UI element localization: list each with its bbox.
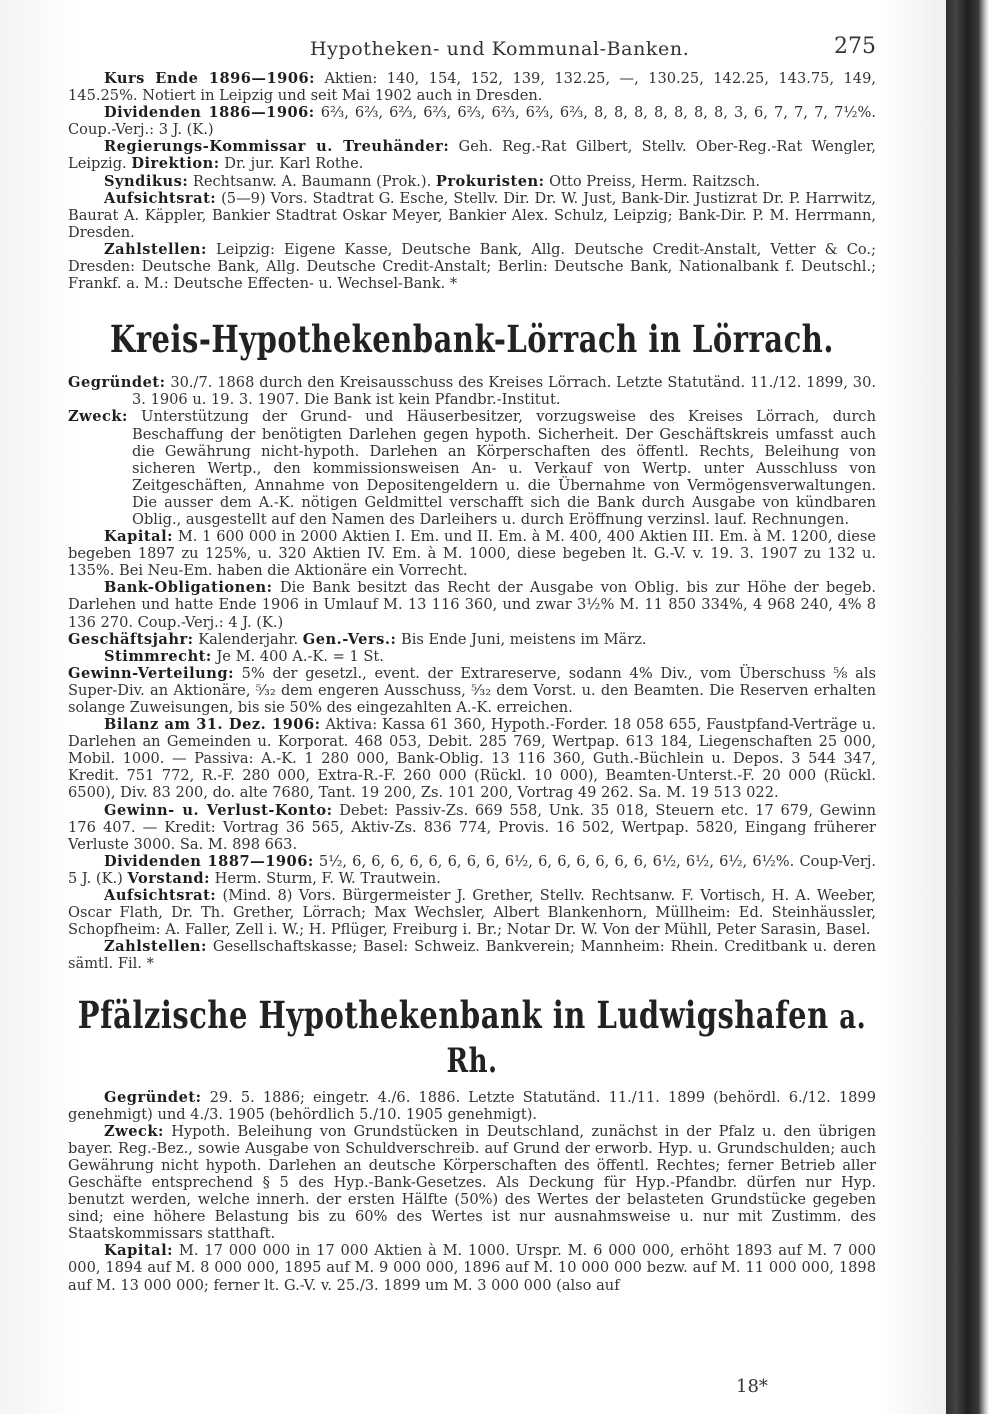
pfalz-founded-label: Gegründet:: [104, 1088, 202, 1106]
kreis-supervisory-label: Aufsichtsrat:: [104, 887, 217, 905]
kreis-balance-paragraph: [68, 716, 876, 801]
commissioner-text: Geh. Reg.-Rat Gilbert, Stellv. Ober-Reg.-Rat Wengler, Leipzig.: [68, 138, 877, 173]
kreis-supervisory-paragraph: [68, 887, 876, 938]
pfalz-purpose-label: Zweck:: [104, 1122, 164, 1140]
kreis-purpose-label: Zweck:: [68, 408, 128, 426]
syndikus-paragraph: [68, 173, 876, 190]
kreis-founded-text: 30./7. 1868 durch den Kreisausschuss des Kreises Lörrach. Letzte Statutänd. 11./12. 1899, 30. 3. 1906 u. 19. 3. 1907. Die Bank ist kein Pfandbr.-Institut.: [132, 374, 877, 409]
kreis-profit-text: 5% der gesetzl., event. der Extrareserve, sodann 4% Div., vom Überschuss ⅝ als Super-Div. an Aktionäre, ⁵⁄₃₂ dem engeren Ausschuss, ⁵⁄₃₂ dem Vorst. u. den Beamten. Die Reserven erhalten solange Zuweisungen, bis sie 50% des eingezahlten A.-K. erreichen.: [68, 664, 876, 716]
kreis-dividends-paragraph: [68, 853, 876, 887]
kreis-profit-paragraph: [68, 665, 876, 716]
pfalz-capital-paragraph: [68, 1242, 876, 1293]
kreis-founded-label: Gegründet:: [68, 374, 166, 392]
kreis-board-text: Herm. Sturm, F. W. Trautwein.: [214, 869, 441, 887]
kreis-capital-label: Kapital:: [104, 528, 174, 546]
page-header: [70, 34, 876, 64]
pfalz-founded-text: 29. 5. 1886; eingetr. 4./6. 1886. Letzte Statutänd. 11./11. 1899 (behördl. 6./12. 1899 genehmigt) und 4./3. 1905 (behördlich 5./10. 1905 genehmigt).: [68, 1088, 876, 1123]
kreis-fiscal-paragraph: [68, 631, 876, 648]
kreis-purpose-paragraph: [68, 408, 876, 528]
commissioner-paragraph: [68, 138, 876, 172]
kreis-board-label: Vorstand:: [127, 869, 211, 887]
kreis-balance-label: Bilanz am 31. Dez. 1906:: [104, 716, 321, 734]
pfalz-founded-paragraph: [68, 1089, 876, 1123]
direktion-text: Dr. jur. Karl Rothe.: [224, 155, 364, 173]
pfalz-entry: [68, 1089, 876, 1294]
pfalz-bank-title: [68, 992, 876, 1080]
kreis-capital-text: M. 1 600 000 in 2000 Aktien I. Em. und II. Em. à M. 400, 400 Aktien III. Em. à M. 1200, diese begeben 1897 zu 125%, u. 320 Aktien IV. Em. à M. 1000, diese begeben lt. G.-V. v. 19. 3. 1907 zu 132 u. 135%. Bei Neu-Em. haben die Aktionäre ein Vorrecht.: [68, 528, 876, 580]
scan-edge: [946, 0, 1000, 1414]
kreis-paying-label: Zahlstellen:: [104, 938, 207, 956]
kreis-vote-text: Je M. 400 A.-K. = 1 St.: [216, 647, 384, 665]
kreis-bonds-text: Die Bank besitzt das Recht der Ausgabe von Oblig. bis zur Höhe der begeb. Darlehen und hatte Ende 1906 in Umlauf M. 13 116 360, und zwar 3½% M. 11 850 334%, 4 968 240, 4% 8 136 270. Coup.-Verj.: 4 J. (K.): [68, 579, 876, 631]
syndikus-label: Syndikus:: [104, 172, 189, 190]
aufsichtsrat-paragraph: [68, 190, 876, 241]
kreis-vote-paragraph: [68, 648, 876, 665]
dividends-text: 6⅔, 6⅔, 6⅔, 6⅔, 6⅔, 6⅔, 6⅔, 6⅔, 8, 8, 8, 8, 8, 8, 8, 3, 6, 7, 7, 7, 7½%. Coup.-Verj.: 3 J. (K.): [68, 104, 877, 139]
kreis-bonds-paragraph: [68, 579, 876, 630]
direktion-label: Direktion:: [131, 155, 220, 173]
pfalz-capital-label: Kapital:: [104, 1242, 174, 1260]
kreis-profit-label: Gewinn-Verteilung:: [68, 664, 234, 682]
kreis-purpose-text: Unterstützung der Grund- und Häuserbesitzer, vorzugsweise des Kreises Lörrach, durch Beschaffung der benötigten Darlehen gegen hypoth. Sicherheit. Der Geschäftskreis umfasst auch die Gewährung nicht-hypoth. Darlehen an Körperschaften des öffentl. Rechts, Beleihung von sicheren Wertp., den kommissionsweisen An- u. Verkauf von Wertp. unter Ausschluss von Zeitgeschäften, Annahme von Depositengeldern u. die Übernahme von Vermögensverwaltungen. Die ausser dem A.-K. nötigen Geldmittel verschafft sich die Bank durch Ausgabe von kündbaren Oblig., ausgestellt auf den Namen des Darleihers u. durch Eröffnung verzinsl. lauf. Rechnungen.: [132, 408, 877, 528]
kreis-paying-text: Gesellschaftskasse; Basel: Schweiz. Bankverein; Mannheim: Rhein. Creditbank u. deren sämtl. Fil. *: [68, 938, 877, 973]
commissioner-label: Regierungs-Kommissar u. Treuhänder:: [104, 138, 450, 156]
dividends-paragraph: [68, 104, 876, 138]
kurs-text: Aktien: 140, 154, 152, 139, 132.25, —, 130.25, 142.25, 143.75, 149, 145.25%. Notiert in Leipzig und seit Mai 1902 auch in Dresden.: [68, 70, 877, 105]
kreis-dividends-label: Dividenden 1887—1906:: [104, 852, 314, 870]
kreis-meeting-text: Bis Ende Juni, meistens im März.: [400, 630, 647, 648]
running-title: Hypotheken- und Kommunal-Banken.: [310, 38, 690, 60]
kreis-vote-label: Stimmrecht:: [104, 647, 212, 665]
aufsichtsrat-label: Aufsichtsrat:: [104, 189, 217, 207]
kreis-dividends-text: 5½, 6, 6, 6, 6, 6, 6, 6, 6, 6½, 6, 6, 6, 6, 6, 6, 6½, 6½, 6½, 6½%. Coup-Verj. 5 J. (K.): [68, 852, 877, 887]
pfalz-purpose-paragraph: [68, 1123, 876, 1243]
kreis-paying-paragraph: [68, 938, 876, 972]
kreis-balance-text: Aktiva: Kassa 61 360, Hypoth.-Forder. 18 058 655, Faustpfand-Verträge u. Darlehen an Gemeinden u. Korporat. 468 053, Debit. 285 769, Wertpap. 613 184, Liegenschaften 25 000, Mobil. 1000. — Passiva: A.-K. 1 280 000, Bank-Oblig. 13 116 360, Guth.-Büchlein u. Depos. 3 544 347, Kredit. 751 772, R.-F. 280 000, Extra-R.-F. 260 000 (Rückl. 10 000), Beamten-Unterst.-F. 20 000 (Rückl. 6500), Div. 83 200, do. alte 7680, Tant. 19 200, Zs. 101 200, Vortrag 49 262. Sa. M. 19 513 022.: [68, 716, 876, 802]
page-body: [68, 70, 876, 1294]
kreis-founded-paragraph: [68, 374, 876, 408]
kreis-meeting-label: Gen.-Vers.:: [302, 630, 397, 648]
signature-mark: 18*: [736, 1376, 768, 1397]
pfalz-title-main: Pfälzische Hypothekenbank in Ludwigshafen: [77, 992, 829, 1037]
kreis-fiscal-text: Kalenderjahr.: [198, 630, 299, 648]
kreis-pl-paragraph: [68, 802, 876, 853]
syndikus-text: Rechtsanw. A. Baumann (Prok.).: [192, 172, 432, 190]
dividends-label: Dividenden 1886—1906:: [104, 104, 315, 122]
kreis-pl-text: Debet: Passiv-Zs. 669 558, Unk. 35 018, Steuern etc. 17 679, Gewinn 176 407. — Kredit: Vortrag 36 565, Aktiv-Zs. 836 774, Provis. 16 502, Wertpap. 5820, Eingang früherer Verluste 3000. Sa. M. 898 663.: [68, 801, 876, 853]
kreis-supervisory-text: (Mind. 8) Vors. Bürgermeister J. Grether, Stellv. Rechtsanw. F. Vortisch, H. A. Weeber, Oscar Flath, Dr. Th. Grether, Lörrach; Max Wechsler, Albert Blankenhorn, Müllheim: Ed. Steinhäussler, Schopfheim: A. Faller, Zell i. W.; H. Pflüger, Freiburg i. Br.; Notar Dr. W. Von der Mühll, Peter Sarasin, Basel.: [68, 887, 876, 939]
kreis-bonds-label: Bank-Obligationen:: [104, 579, 273, 597]
prev-entry: [68, 70, 876, 292]
zahlstellen-paragraph: [68, 241, 876, 292]
kreis-entry: [68, 374, 876, 972]
kreis-fiscal-label: Geschäftsjahr:: [68, 630, 194, 648]
pfalz-purpose-text: Hypoth. Beleihung von Grundstücken in Deutschland, zunächst in der Pfalz u. den übrigen bayer. Reg.-Bez., sowie Ausgabe von Schuldverschreib. auf Grund der erworb. Hyp. u. Grundschulden; auch Gewährung nicht hypoth. Darlehen an deutsche Körperschaften des öffentl. Rechtes; ferner Betrieb aller Geschäfte entsprechend § 5 des Hyp.-Bank-Gesetzes. Als Deckung für Hyp.-Pfandbr. dürfen nur Hyp. benutzt werden, welche innerh. der ersten Hälfte (50%) des Wertes der belasteten Grundstücke gegeben sind; eine höhere Belastung bis zu 60% des Wertes ist nur ausnahmsweise u. nur mit Zustimm. des Staatskommissars statthaft.: [68, 1122, 876, 1243]
kurs-paragraph: [68, 70, 876, 104]
page-number: 275: [834, 34, 876, 59]
kreis-capital-paragraph: [68, 528, 876, 579]
kreis-bank-title: Kreis-Hypothekenbank-Lörrach in Lörrach.: [110, 317, 834, 362]
zahlstellen-text: Leipzig: Eigene Kasse, Deutsche Bank, Allg. Deutsche Credit-Anstalt, Vetter & Co.; Dresden: Deutsche Bank, Allg. Deutsche Credit-Anstalt; Berlin: Deutsche Bank, Nationalbank f. Deutschl.; Frankf. a. M.: Deutsche Effecten- u. Wechsel-Bank. *: [68, 240, 876, 293]
kreis-pl-label: Gewinn- u. Verlust-Konto:: [104, 801, 333, 819]
pfalz-capital-text: M. 17 000 000 in 17 000 Aktien à M. 1000. Urspr. M. 6 000 000, erhöht 1893 auf M. 7 000 000, 1894 auf M. 8 000 000, 1895 auf M. 9 000 000, 1896 auf M. 10 000 000 bezw. auf M. 11 000 000, 1898 auf M. 13 000 000; ferner lt. G.-V. v. 25./3. 1899 um M. 3 000 000 (also auf: [68, 1242, 876, 1294]
prokuristen-label: Prokuristen:: [435, 172, 545, 190]
zahlstellen-label: Zahlstellen:: [104, 240, 207, 258]
kurs-label: Kurs Ende 1896—1906:: [104, 70, 316, 87]
pfalz-title-suffix: a. Rh.: [446, 997, 867, 1081]
prokuristen-text: Otto Preiss, Herm. Raitzsch.: [549, 172, 761, 190]
aufsichtsrat-text: (5—9) Vors. Stadtrat G. Esche, Stellv. Dir. Dr. W. Just, Bank-Dir. Justizrat Dr. P. Harrwitz, Baurat A. Käppler, Bankier Stadtrat Oskar Meyer, Bankier Alex. Schulz, Leipzig; Bank-Dir. P. M. Herrmann, Dresden.: [68, 189, 877, 241]
